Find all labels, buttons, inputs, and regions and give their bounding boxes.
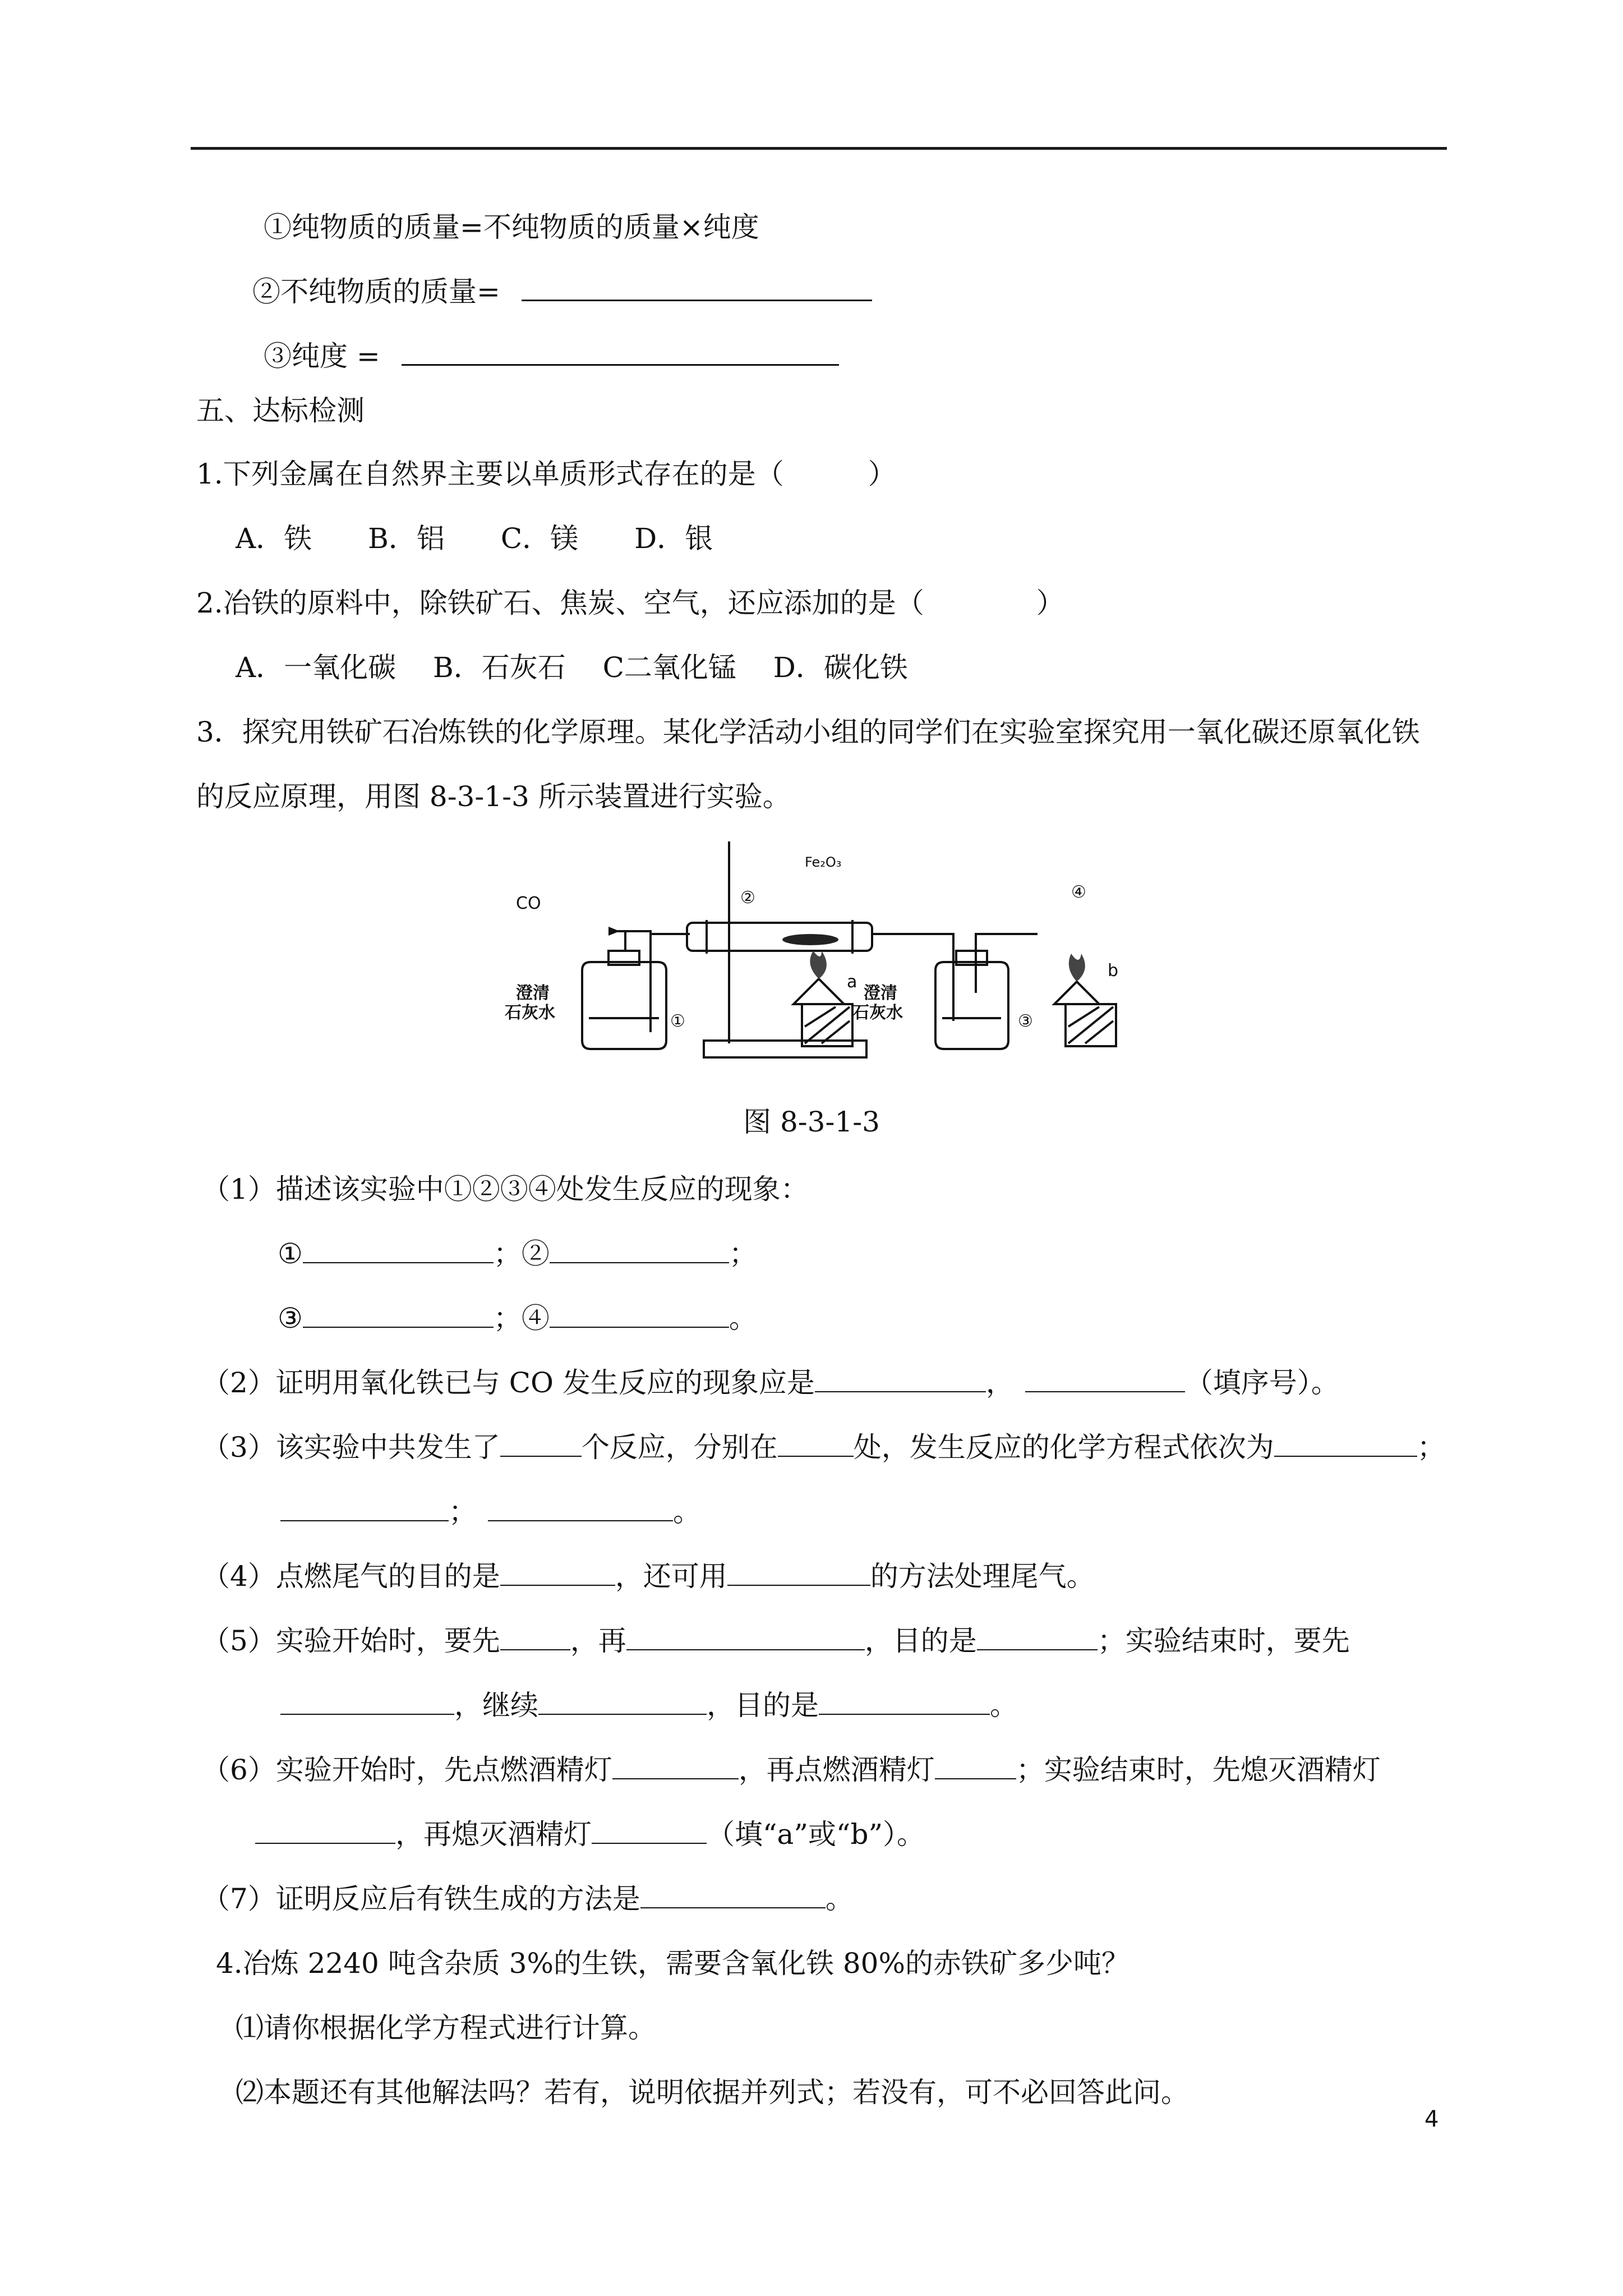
part-3-text: 处，发生反应的化学方程式依次为 <box>853 1431 1274 1464</box>
lamp-a <box>794 979 844 1004</box>
formula-3-label: ③纯度 = <box>264 340 380 372</box>
label-co: CO <box>516 894 541 913</box>
part-6-row2 <box>255 1815 925 1854</box>
question-4-sub-2: ⑵本题还有其他解法吗？若有，说明依据并列式；若没有，可不必回答此问。 <box>236 2076 1189 2109</box>
formula-1: ①纯物质的质量=不纯物质的质量×纯度 <box>264 211 759 243</box>
answer-blank[interactable] <box>303 1240 494 1263</box>
flame-b <box>1069 954 1085 982</box>
part-6-hint: （填“a”或“b”）。 <box>707 1818 925 1851</box>
question-2-options: A．一氧化碳 B．石灰石 C二氧化锰 D．碳化铁 <box>236 651 908 684</box>
bottle-1 <box>582 962 666 1049</box>
label-fe2o3: Fe₂O₃ <box>805 854 842 870</box>
combustion-tube <box>687 923 872 951</box>
label-b: b <box>1108 961 1119 981</box>
bottle-3 <box>935 962 1008 1049</box>
part-4-text: 的方法处理尾气。 <box>870 1560 1095 1593</box>
label-3: ③ <box>1018 1011 1033 1031</box>
answer-blank[interactable] <box>522 277 872 301</box>
answer-blank[interactable] <box>778 1433 854 1457</box>
marker: ③ <box>278 1302 303 1335</box>
answer-blank[interactable] <box>977 1627 1098 1650</box>
figure-caption: 图 8-3-1-3 <box>743 1106 880 1138</box>
punct: 。 <box>728 1302 757 1335</box>
part-4 <box>202 1557 1095 1596</box>
part-6-text: ；实验结束时，先熄灭酒精灯 <box>1016 1754 1381 1786</box>
part-5-text: ；实验结束时，要先 <box>1097 1625 1350 1657</box>
part-5-text: ，目的是 <box>707 1689 819 1722</box>
fe2o3-sample <box>782 934 838 945</box>
part-5-text: ，再 <box>570 1625 626 1657</box>
label-2: ② <box>740 888 755 908</box>
answer-blank[interactable] <box>255 1820 395 1844</box>
part-3-text: （3）该实验中共发生了 <box>202 1431 500 1464</box>
page-number: 4 <box>1424 2106 1439 2132</box>
part-3 <box>202 1428 1445 1467</box>
answer-blank[interactable] <box>280 1691 454 1715</box>
part-4-text: （4）点燃尾气的目的是 <box>202 1560 500 1593</box>
part-2-text: （2）证明用氧化铁已与 CO 发生反应的现象应是 <box>202 1366 815 1399</box>
part-4-text: ，还可用 <box>615 1560 727 1593</box>
answer-blank[interactable] <box>500 1562 615 1586</box>
answer-blank[interactable] <box>538 1691 707 1715</box>
part-7 <box>202 1879 854 1918</box>
formula-2-label: ②不纯物质的质量= <box>252 275 500 308</box>
part-7-text: （7）证明反应后有铁生成的方法是 <box>202 1883 640 1915</box>
label-a: a <box>847 972 857 992</box>
label-4: ④ <box>1071 882 1086 902</box>
apparatus-figure <box>499 836 1122 1066</box>
part-5 <box>202 1621 1350 1660</box>
part-3-row2 <box>280 1492 701 1531</box>
lamp-b <box>1054 982 1099 1004</box>
answer-blank[interactable] <box>727 1562 870 1586</box>
question-3-stem-line2: 的反应原理，用图 8-3-1-3 所示装置进行实验。 <box>196 780 791 813</box>
answer-blank[interactable] <box>500 1627 570 1650</box>
label-lime-water-1a: 澄清 <box>516 983 550 1003</box>
answer-blank[interactable] <box>626 1627 865 1650</box>
question-1-options: A．铁 B．铝 C．镁 D．银 <box>236 522 713 555</box>
label-lime-water-3b: 石灰水 <box>852 1003 903 1023</box>
answer-blank[interactable] <box>488 1498 673 1521</box>
marker: ① <box>278 1237 303 1270</box>
punct: ， <box>985 1366 1014 1399</box>
label-lime-water-1b: 石灰水 <box>505 1003 555 1023</box>
answer-blank[interactable] <box>550 1304 729 1328</box>
part-6-text: ，再熄灭酒精灯 <box>395 1818 592 1851</box>
answer-blank[interactable] <box>402 342 839 366</box>
part-1-text: （1）描述该实验中①②③④处发生反应的现象： <box>202 1173 809 1205</box>
part-5-text: （5）实验开始时，要先 <box>202 1625 500 1657</box>
question-4-stem: 4.冶炼 2240 吨含杂质 3%的生铁，需要含氧化铁 80%的赤铁矿多少吨？ <box>216 1947 1129 1980</box>
answer-blank[interactable] <box>640 1885 826 1908</box>
marker: ；④ <box>493 1302 550 1335</box>
formula-2 <box>252 272 872 311</box>
punct: ； <box>449 1496 477 1528</box>
part-3-text: 个反应，分别在 <box>581 1431 778 1464</box>
part-1-row2 <box>278 1299 757 1338</box>
answer-blank[interactable] <box>815 1369 986 1392</box>
part-5-text: ，继续 <box>454 1689 538 1722</box>
answer-blank[interactable] <box>500 1433 582 1457</box>
part-6 <box>202 1750 1381 1789</box>
punct: 。 <box>825 1883 854 1915</box>
formula-3 <box>264 337 839 376</box>
part-5-row2 <box>280 1686 1018 1725</box>
answer-blank[interactable] <box>303 1304 494 1328</box>
answer-blank[interactable] <box>280 1498 449 1521</box>
answer-blank[interactable] <box>1274 1433 1417 1457</box>
label-lime-water-3a: 澄清 <box>864 983 897 1003</box>
answer-blank[interactable] <box>592 1820 707 1844</box>
part-2 <box>202 1363 1339 1402</box>
punct: ； <box>1417 1431 1445 1464</box>
punct: 。 <box>673 1496 701 1528</box>
question-3-stem-line1: 3．探究用铁矿石冶炼铁的化学原理。某化学活动小组的同学们在实验室探究用一氧化碳还原氧化铁 <box>196 716 1420 748</box>
question-2-stem: 2.冶铁的原料中，除铁矿石、焦炭、空气，还应添加的是（ ） <box>196 587 1064 619</box>
part-6-text: ，再点燃酒精灯 <box>738 1754 935 1786</box>
header-rule <box>191 147 1447 150</box>
part-1-row1 <box>278 1234 757 1273</box>
section-title: 五、达标检测 <box>196 394 365 427</box>
punct: 。 <box>990 1689 1018 1722</box>
arrow-icon <box>608 927 620 936</box>
label-1: ① <box>670 1011 685 1031</box>
question-1-stem: 1.下列金属在自然界主要以单质形式存在的是（ ） <box>196 458 896 490</box>
question-4-sub-1: ⑴请你根据化学方程式进行计算。 <box>236 2012 656 2044</box>
part-6-text: （6）实验开始时，先点燃酒精灯 <box>202 1754 612 1786</box>
answer-blank[interactable] <box>935 1756 1016 1779</box>
part-2-hint: （填序号）。 <box>1184 1366 1339 1399</box>
punct: ； <box>728 1237 757 1270</box>
part-5-text: ，目的是 <box>864 1625 977 1657</box>
answer-blank[interactable] <box>550 1240 729 1263</box>
flame-a <box>810 951 827 979</box>
answer-blank[interactable] <box>819 1691 990 1715</box>
answer-blank[interactable] <box>612 1756 739 1779</box>
marker: ；② <box>493 1237 550 1270</box>
answer-blank[interactable] <box>1025 1369 1185 1392</box>
